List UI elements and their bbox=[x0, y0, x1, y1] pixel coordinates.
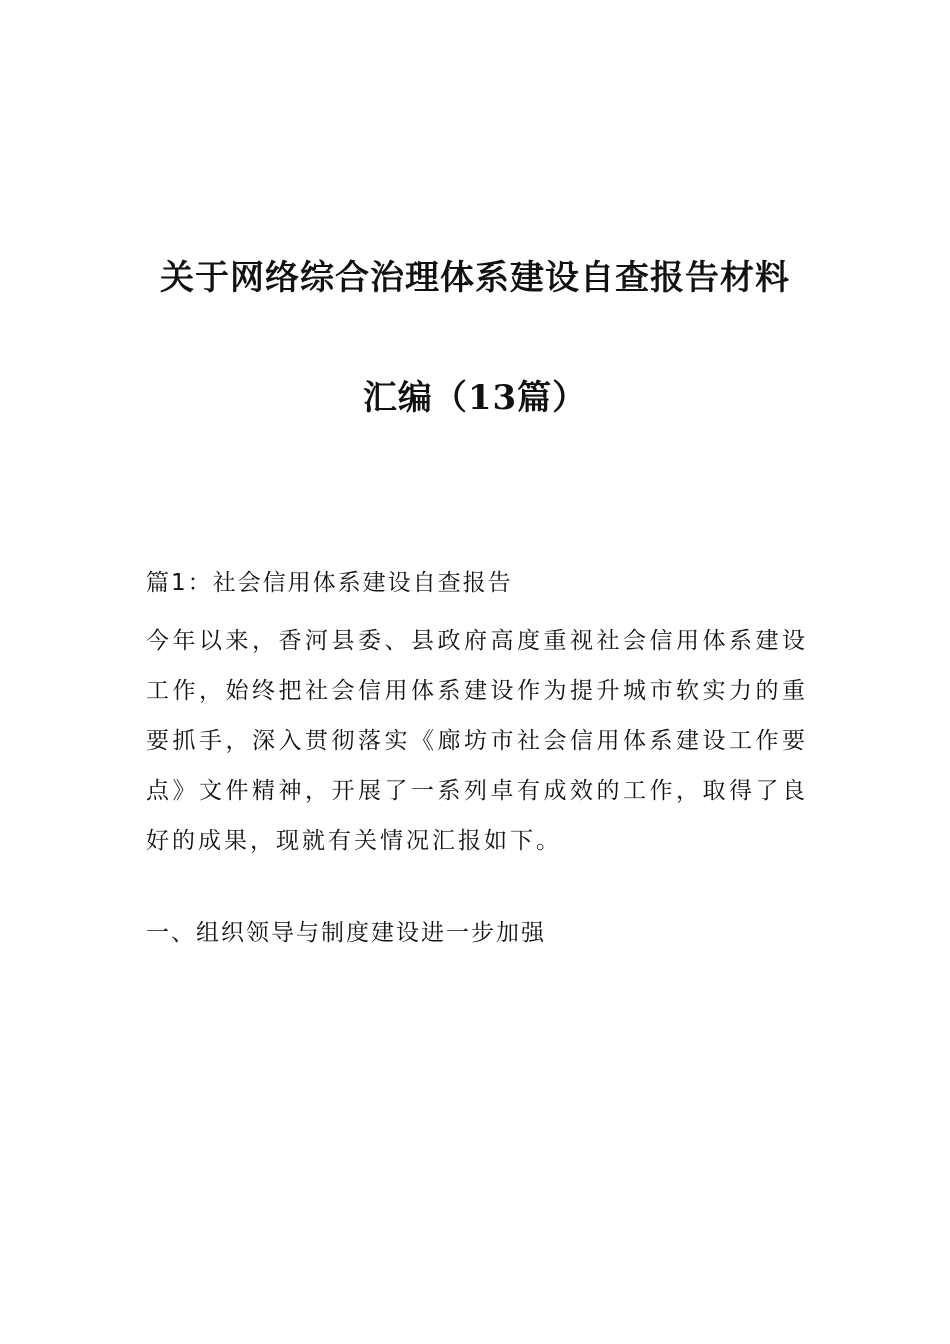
section-heading: 篇1：社会信用体系建设自查报告 bbox=[146, 570, 513, 596]
document-title-line-1: 关于网络综合治理体系建设自查报告材料 bbox=[160, 258, 790, 298]
document-title-line-2: 汇编（13篇） bbox=[362, 378, 588, 418]
body-paragraph: 今年以来，香河县委、县政府高度重视社会信用体系建设工作，始终把社会信用体系建设作为提升城市软实力的重要抓手，深入贯彻落实《廊坊市社会信用体系建设工作要点》文件精神，开展了一系列卓有成效的工作，取得了良好的成果，现就有关情况汇报如下。 bbox=[146, 628, 808, 854]
sub-heading: 一、组织领导与制度建设进一步加强 bbox=[146, 920, 546, 946]
